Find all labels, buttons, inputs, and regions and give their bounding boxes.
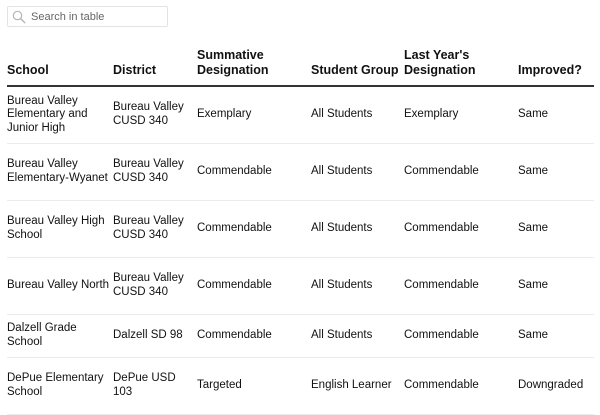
column-header-last-years-designation[interactable]: Last Year's Designation [404,48,518,86]
cell-improved: Same [518,143,594,200]
cell-improved: Same [518,257,594,314]
cell-last-years-designation: Commendable [404,143,518,200]
cell-school: Dalzell Grade School [7,314,113,357]
search-icon [12,10,26,24]
cell-improved: Same [518,200,594,257]
cell-district: DePue USD 103 [113,357,197,414]
column-header-student-group[interactable]: Student Group [311,48,404,86]
column-header-school[interactable]: School [7,48,113,86]
cell-last-years-designation: Commendable [404,200,518,257]
cell-last-years-designation: Commendable [404,357,518,414]
table-row [7,314,594,357]
cell-last-years-designation: Exemplary [404,86,518,143]
search-input[interactable] [31,11,161,23]
cell-district: Bureau Valley CUSD 340 [113,86,197,143]
cell-student-group: All Students [311,314,404,357]
table-header-row [7,48,594,86]
cell-school: Bureau Valley Elementary and Junior High [7,86,113,143]
cell-district: Bureau Valley CUSD 340 [113,200,197,257]
cell-district: Bureau Valley CUSD 340 [113,257,197,314]
cell-summative-designation: Exemplary [197,86,311,143]
cell-improved: Same [518,314,594,357]
cell-summative-designation: Targeted [197,357,311,414]
cell-student-group: All Students [311,200,404,257]
cell-student-group: All Students [311,257,404,314]
cell-student-group: All Students [311,143,404,200]
cell-summative-designation: Commendable [197,257,311,314]
table-row [7,257,594,314]
cell-improved: Same [518,86,594,143]
cell-improved: Downgraded [518,357,594,414]
cell-school: Bureau Valley Elementary-Wyanet [7,143,113,200]
table-row [7,200,594,257]
cell-school: Bureau Valley High School [7,200,113,257]
data-table-container [7,48,594,415]
data-table [7,48,594,415]
cell-school: Bureau Valley North [7,257,113,314]
table-row [7,143,594,200]
search-box[interactable] [7,6,168,27]
column-header-improved[interactable]: Improved? [518,48,594,86]
cell-last-years-designation: Commendable [404,257,518,314]
cell-school: DePue Elementary School [7,357,113,414]
cell-summative-designation: Commendable [197,143,311,200]
table-row [7,357,594,414]
cell-summative-designation: Commendable [197,314,311,357]
cell-district: Dalzell SD 98 [113,314,197,357]
cell-student-group: English Learner [311,357,404,414]
cell-student-group: All Students [311,86,404,143]
column-header-summative-designation[interactable]: Summative Designation [197,48,311,86]
table-row [7,86,594,143]
cell-last-years-designation: Commendable [404,314,518,357]
cell-summative-designation: Commendable [197,200,311,257]
column-header-district[interactable]: District [113,48,197,86]
cell-district: Bureau Valley CUSD 340 [113,143,197,200]
